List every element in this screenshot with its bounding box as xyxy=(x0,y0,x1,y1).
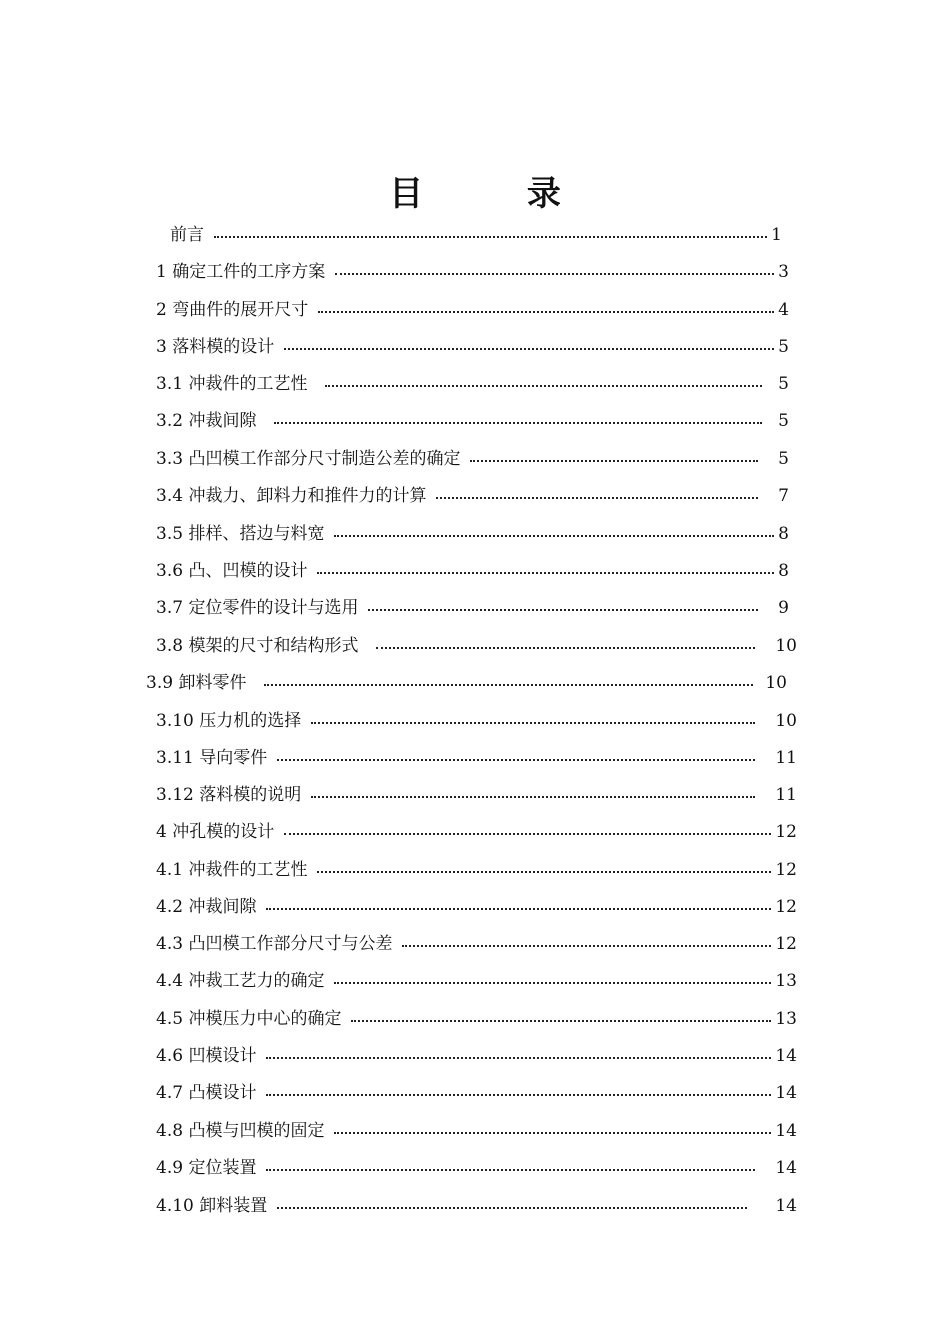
toc-entry-label: 4.9 定位装置 xyxy=(156,1158,257,1178)
toc-entry[interactable] xyxy=(156,442,789,476)
toc-entry[interactable] xyxy=(156,704,797,738)
toc-entry[interactable] xyxy=(156,1002,797,1036)
toc-entry[interactable] xyxy=(156,927,797,961)
toc-entry[interactable] xyxy=(156,1039,797,1073)
toc-entry-page: 8 xyxy=(778,561,789,581)
toc-entry[interactable] xyxy=(156,629,797,663)
dot-leader xyxy=(436,479,758,513)
toc-entry-page: 10 xyxy=(765,673,787,693)
dot-leader xyxy=(317,554,774,588)
toc-entry-label: 4.6 凹模设计 xyxy=(156,1046,257,1066)
dot-leader xyxy=(266,1151,755,1185)
dot-leader xyxy=(274,404,762,438)
dot-leader xyxy=(266,890,771,924)
toc-entry-label: 3.3 凸凹模工作部分尺寸制造公差的确定 xyxy=(156,449,461,469)
dot-leader xyxy=(334,1114,771,1148)
toc-entry-page: 8 xyxy=(778,524,789,544)
toc-entry[interactable] xyxy=(156,1151,797,1185)
toc-entry-label: 3.4 冲裁力、卸料力和推件力的计算 xyxy=(156,486,427,506)
toc-entry-page: 1 xyxy=(771,225,782,245)
toc-entry-label: 4.2 冲裁间隙 xyxy=(156,897,257,917)
toc-entry-label: 3 落料模的设计 xyxy=(156,337,275,357)
toc-entry[interactable] xyxy=(156,964,797,998)
dot-leader xyxy=(277,1189,747,1223)
toc-entry[interactable] xyxy=(156,330,789,364)
dot-leader xyxy=(318,293,774,327)
toc-entry-label: 3.10 压力机的选择 xyxy=(156,711,302,731)
dot-leader xyxy=(284,330,774,364)
toc-entry-page: 5 xyxy=(778,411,789,431)
toc-entry-page: 14 xyxy=(775,1196,797,1216)
toc-entry-page: 14 xyxy=(775,1046,797,1066)
toc-entry[interactable] xyxy=(156,404,789,438)
dot-leader xyxy=(368,591,758,625)
toc-entry-page: 12 xyxy=(775,897,797,917)
toc-entry-label: 4.4 冲裁工艺力的确定 xyxy=(156,971,325,991)
dot-leader xyxy=(311,778,755,812)
toc-entry[interactable] xyxy=(146,666,787,700)
toc-entry-page: 5 xyxy=(778,449,789,469)
toc-entry-page: 13 xyxy=(775,971,797,991)
toc-entry[interactable] xyxy=(156,853,797,887)
dot-leader xyxy=(470,442,758,476)
dot-leader xyxy=(266,1076,771,1110)
toc-entry-page: 9 xyxy=(778,598,789,618)
toc-entry-page: 12 xyxy=(775,822,797,842)
toc-entry-label: 4.8 凸模与凹模的固定 xyxy=(156,1121,325,1141)
toc-entry-label: 3.8 模架的尺寸和结构形式 xyxy=(156,636,359,656)
dot-leader xyxy=(266,1039,771,1073)
toc-entry-page: 10 xyxy=(775,711,797,731)
toc-entry-page: 5 xyxy=(778,337,789,357)
dot-leader xyxy=(402,927,771,961)
dot-leader xyxy=(334,517,774,551)
toc-entry-page: 12 xyxy=(775,934,797,954)
dot-leader xyxy=(317,853,771,887)
toc-entry[interactable] xyxy=(156,293,789,327)
toc-entry-page: 12 xyxy=(775,860,797,880)
toc-entry[interactable] xyxy=(156,778,797,812)
toc-entry-label: 4.5 冲模压力中心的确定 xyxy=(156,1009,342,1029)
toc-entry-label: 3.12 落料模的说明 xyxy=(156,785,302,805)
toc-entry[interactable] xyxy=(156,1189,797,1223)
toc-entry[interactable] xyxy=(156,479,789,513)
dot-leader xyxy=(335,255,774,289)
dot-leader xyxy=(376,629,755,663)
toc-entry[interactable] xyxy=(156,890,797,924)
toc-entry-label: 3.6 凸、凹模的设计 xyxy=(156,561,308,581)
toc-entry-label: 3.1 冲裁件的工艺性 xyxy=(156,374,308,394)
toc-entry[interactable] xyxy=(156,367,789,401)
toc-entry-label: 3.9 卸料零件 xyxy=(146,673,247,693)
dot-leader xyxy=(284,815,771,849)
toc-entry-page: 4 xyxy=(778,300,789,320)
toc-entry-page: 3 xyxy=(778,262,789,282)
toc-entry-label: 3.11 导向零件 xyxy=(156,748,268,768)
toc-entry-page: 13 xyxy=(775,1009,797,1029)
toc-entry-label: 3.2 冲裁间隙 xyxy=(156,411,257,431)
toc-entry-label: 3.5 排样、搭边与料宽 xyxy=(156,524,325,544)
dot-leader xyxy=(334,964,771,998)
toc-entry-page: 14 xyxy=(775,1158,797,1178)
toc-entry-label: 2 弯曲件的展开尺寸 xyxy=(156,300,309,320)
toc-entry-page: 11 xyxy=(775,748,797,768)
toc-entry[interactable] xyxy=(156,517,789,551)
toc-entry-label: 4.7 凸模设计 xyxy=(156,1083,257,1103)
toc-entry[interactable] xyxy=(156,591,789,625)
dot-leader xyxy=(277,741,755,775)
toc-entry-label: 4.10 卸料装置 xyxy=(156,1196,268,1216)
dot-leader xyxy=(325,367,762,401)
dot-leader xyxy=(264,666,753,700)
toc-entry-label: 1 确定工件的工序方案 xyxy=(156,262,326,282)
toc-entry-label: 前言 xyxy=(170,225,204,245)
toc-entry[interactable] xyxy=(170,218,782,252)
dot-leader xyxy=(351,1002,771,1036)
page-title: 目 录 xyxy=(389,174,607,214)
dot-leader xyxy=(214,218,767,252)
toc-entry-label: 4 冲孔模的设计 xyxy=(156,822,275,842)
toc-entry[interactable] xyxy=(156,255,789,289)
toc-entry-label: 3.7 定位零件的设计与选用 xyxy=(156,598,359,618)
toc-entry[interactable] xyxy=(156,554,789,588)
toc-entry-label: 4.3 凸凹模工作部分尺寸与公差 xyxy=(156,934,393,954)
toc-entry-label: 4.1 冲裁件的工艺性 xyxy=(156,860,308,880)
toc-entry[interactable] xyxy=(156,741,797,775)
toc-entry-page: 7 xyxy=(778,486,789,506)
toc-entry[interactable] xyxy=(156,1114,797,1148)
dot-leader xyxy=(311,704,755,738)
toc-entry-page: 5 xyxy=(778,374,789,394)
toc-entry-page: 10 xyxy=(775,636,797,656)
toc-entry[interactable] xyxy=(156,815,797,849)
toc-entry-page: 11 xyxy=(775,785,797,805)
toc-entry[interactable] xyxy=(156,1076,797,1110)
toc-entry-page: 14 xyxy=(775,1121,797,1141)
toc-entry-page: 14 xyxy=(775,1083,797,1103)
